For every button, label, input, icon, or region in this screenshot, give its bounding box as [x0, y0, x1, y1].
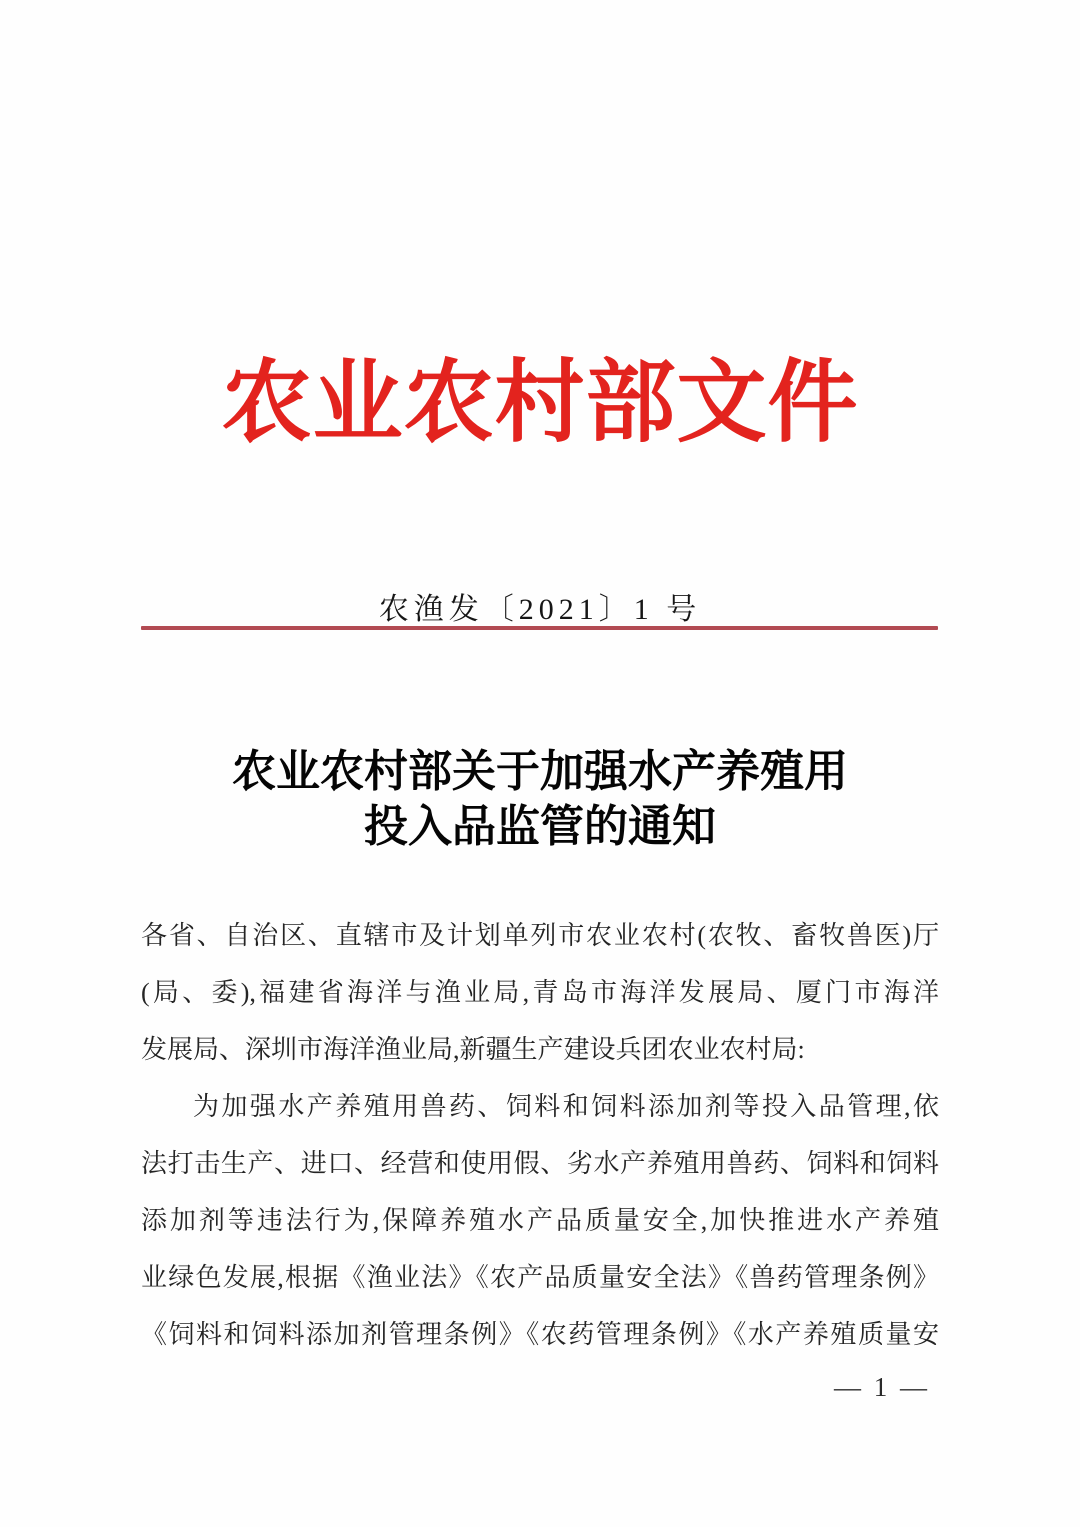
body-line-paragraph-4: 业绿色发展,根据《渔业法》《农产品质量安全法》《兽药管理条例》 — [141, 1263, 939, 1292]
red-divider-line — [141, 626, 938, 630]
body-line-paragraph-3: 添加剂等违法行为,保障养殖水产品质量安全,加快推进水产养殖 — [141, 1206, 939, 1235]
body-line-paragraph-5: 《饲料和饲料添加剂管理条例》《农药管理条例》《水产养殖质量安 — [141, 1320, 939, 1349]
body-line-paragraph-1: 为加强水产养殖用兽药、饲料和饲料添加剂等投入品管理,依 — [193, 1092, 939, 1121]
notice-title-line1: 农业农村部关于加强水产养殖用 — [232, 747, 848, 796]
body-line-recipients-3: 发展局、深圳市海洋渔业局,新疆生产建设兵团农业农村局: — [141, 1035, 805, 1064]
body-line-recipients-1: 各省、自治区、直辖市及计划单列市农业农村(农牧、畜牧兽医)厅 — [141, 921, 939, 950]
body-line-paragraph-2: 法打击生产、进口、经营和使用假、劣水产养殖用兽药、饲料和饲料 — [141, 1149, 939, 1178]
body-line-recipients-2: (局、委),福建省海洋与渔业局,青岛市海洋发展局、厦门市海洋 — [141, 978, 939, 1007]
notice-title-line2: 投入品监管的通知 — [364, 802, 716, 851]
agency-header-title: 农业农村部文件 — [221, 354, 859, 453]
document-body — [141, 907, 939, 1363]
page-number: — 1 — — [834, 1372, 930, 1402]
notice-title — [0, 744, 1080, 854]
document-number: 农渔发〔2021〕1 号 — [378, 593, 702, 626]
